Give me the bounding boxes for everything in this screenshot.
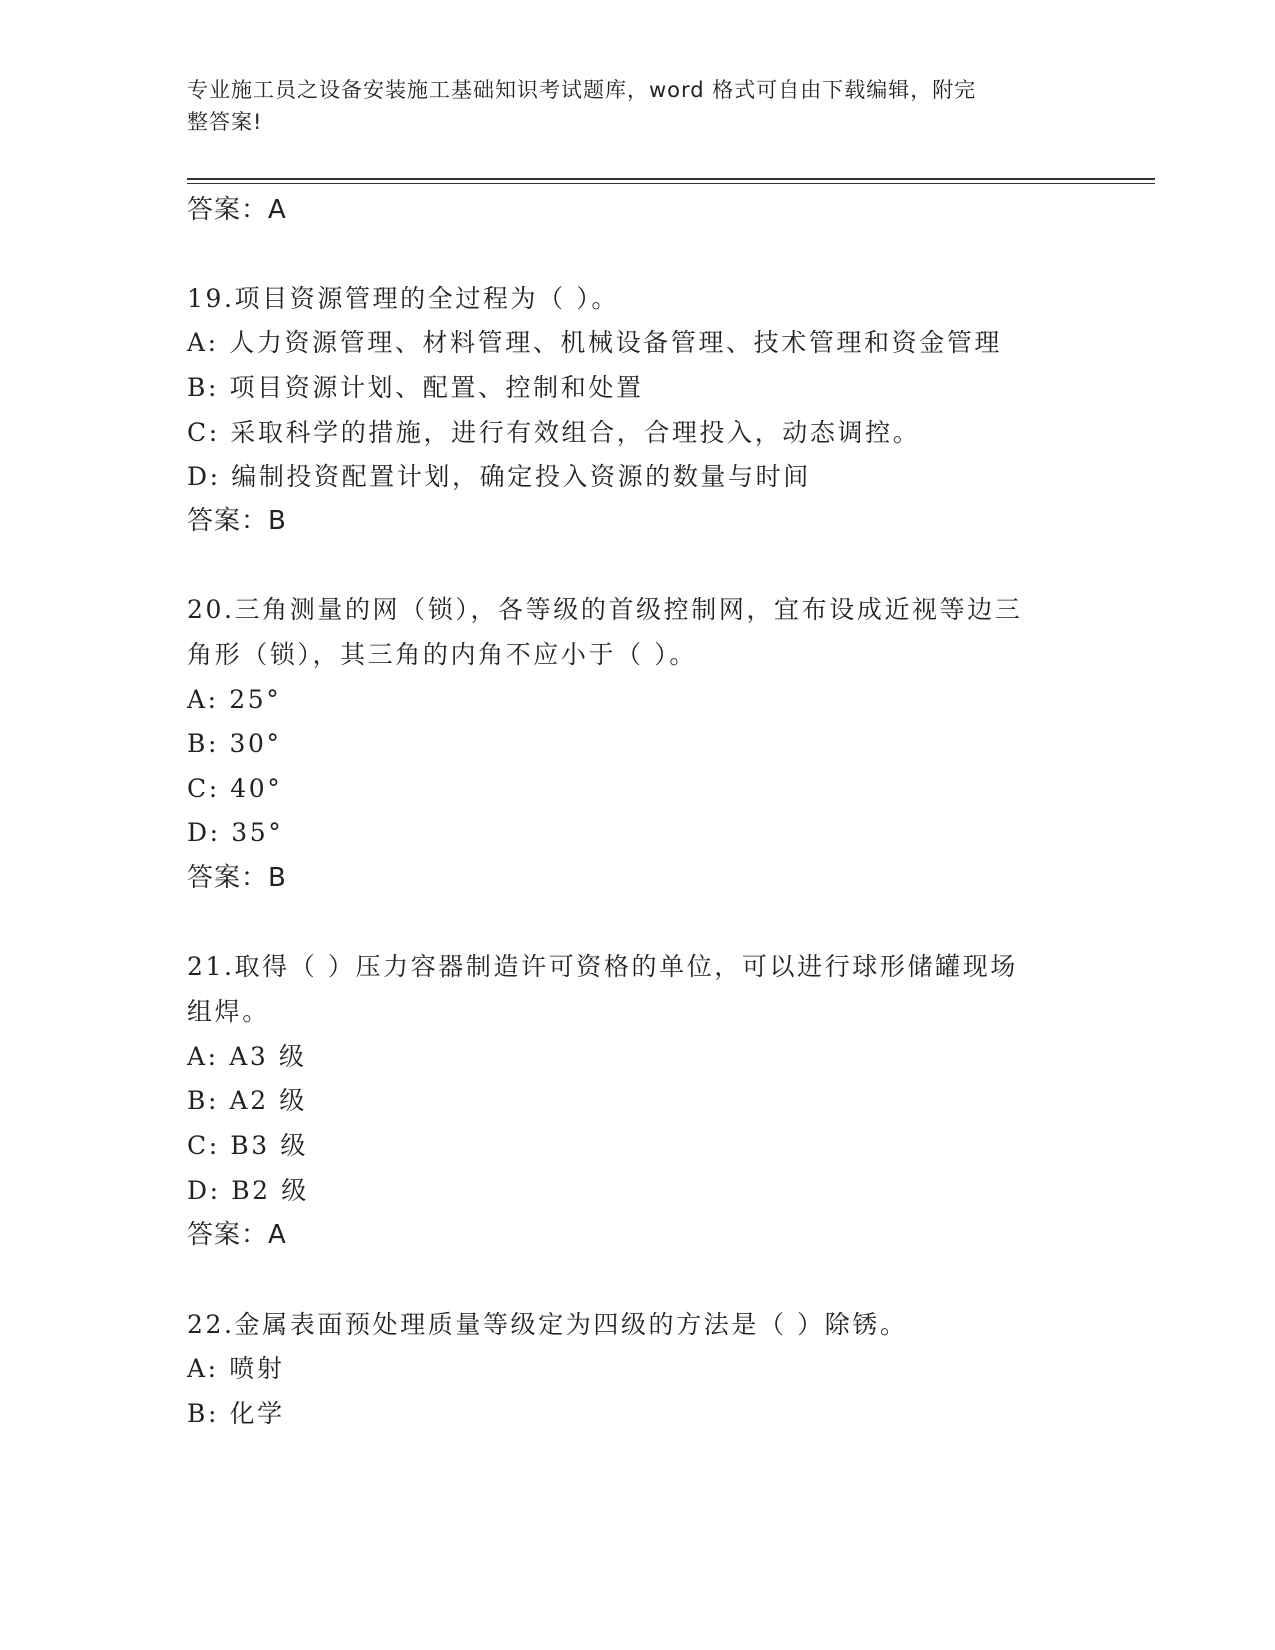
option-b: B: 项目资源计划、配置、控制和处置 <box>187 373 644 402</box>
option-c: C: 采取科学的措施，进行有效组合，合理投入，动态调控。 <box>187 418 921 447</box>
header-line-1: 专业施工员之设备安装施工基础知识考试题库，word 格式可自由下载编辑，附完 <box>187 78 977 102</box>
option-a: A: A3 级 <box>187 1042 307 1071</box>
header-rule-thick <box>187 178 1155 180</box>
option-d: D: B2 级 <box>187 1176 309 1205</box>
option-a: A: 喷射 <box>187 1354 285 1383</box>
question-stem: 19.项目资源管理的全过程为（ ）。 <box>187 284 620 313</box>
question-stem: 21.取得（ ）压力容器制造许可资格的单位，可以进行球形储罐现场 <box>187 952 1018 981</box>
option-c: C: B3 级 <box>187 1131 308 1160</box>
question-stem: 20.三角测量的网（锁），各等级的首级控制网，宜布设成近视等边三 <box>187 595 1023 624</box>
header-line-2: 整答案! <box>187 110 263 134</box>
option-b: B: A2 级 <box>187 1086 307 1115</box>
question-stem: 22.金属表面预处理质量等级定为四级的方法是（ ）除锈。 <box>187 1310 908 1339</box>
option-d: D: 编制投资配置计划，确定投入资源的数量与时间 <box>187 462 811 491</box>
answer: 答案：B <box>187 863 287 893</box>
option-b: B: 化学 <box>187 1399 285 1428</box>
answer: 答案：B <box>187 506 287 536</box>
option-a: A: 25° <box>187 685 282 714</box>
option-d: D: 35° <box>187 818 284 847</box>
question-stem-cont: 组焊。 <box>187 997 270 1026</box>
option-c: C: 40° <box>187 774 283 803</box>
option-b: B: 30° <box>187 729 282 758</box>
answer: 答案：A <box>187 1220 287 1250</box>
option-a: A: 人力资源管理、材料管理、机械设备管理、技术管理和资金管理 <box>187 328 1003 357</box>
previous-answer: 答案：A <box>187 195 287 225</box>
header-rule-thin <box>187 183 1155 184</box>
question-stem-cont: 角形（锁），其三角的内角不应小于（ ）。 <box>187 640 697 669</box>
document-header-note <box>187 74 1067 138</box>
